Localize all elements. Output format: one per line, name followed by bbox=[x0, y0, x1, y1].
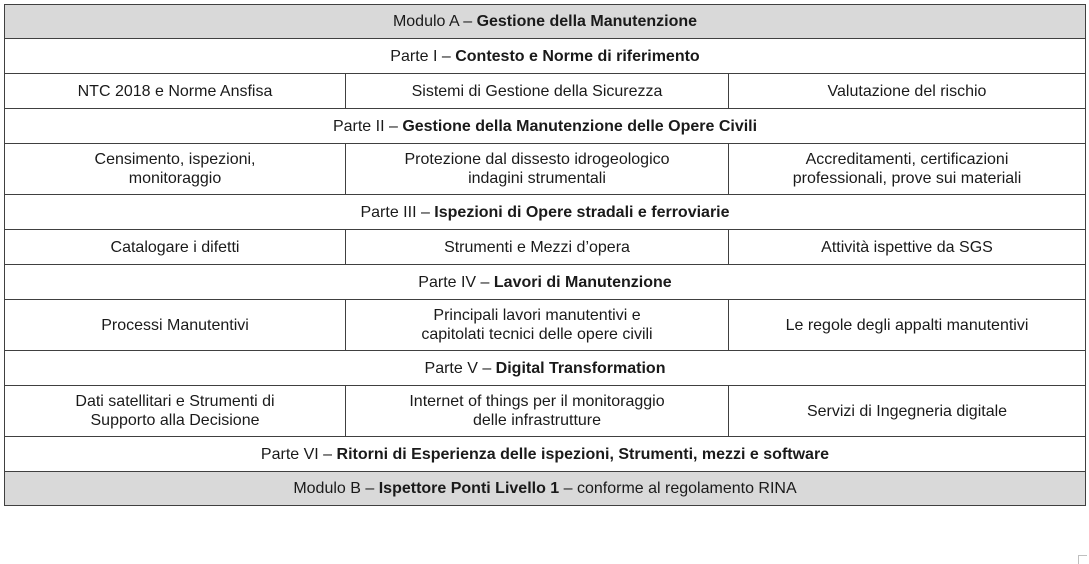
part-5-row bbox=[5, 351, 1086, 386]
topic-cell bbox=[346, 144, 729, 195]
topic-line: Servizi di Ingegneria digitale bbox=[806, 402, 1008, 420]
part-1-row bbox=[5, 39, 1086, 74]
topic-cell: Attività ispettive da SGS bbox=[729, 230, 1086, 265]
part-4-name: Lavori di Manutenzione bbox=[493, 273, 672, 291]
topic-line: Supporto alla Decisione bbox=[90, 412, 260, 429]
topic-line: capitolati tecnici delle opere civili bbox=[421, 326, 653, 343]
part-2-name: Gestione della Manutenzione delle Opere Civili bbox=[402, 117, 758, 135]
topic-cell: Strumenti e Mezzi d’opera bbox=[346, 230, 729, 265]
part-4-row bbox=[5, 265, 1086, 300]
part-2-row bbox=[5, 109, 1086, 144]
part-4-topics bbox=[5, 300, 1086, 351]
part-3-name: Ispezioni di Opere stradali e ferroviarie bbox=[434, 203, 730, 221]
topic-line: professionali, prove sui materiali bbox=[792, 170, 1022, 187]
topic-line: Principali lavori manutentivi e bbox=[433, 307, 641, 324]
topic-cell: Valutazione del rischio bbox=[729, 74, 1086, 109]
module-b-row bbox=[5, 472, 1086, 506]
part-5-title bbox=[5, 351, 1086, 386]
part-5-name: Digital Transformation bbox=[495, 359, 666, 377]
topic-line: Censimento, ispezioni, bbox=[94, 151, 256, 168]
part-1-title bbox=[5, 39, 1086, 74]
module-a-title bbox=[5, 5, 1086, 39]
topic-cell: Catalogare i difetti bbox=[5, 230, 346, 265]
topic-cell bbox=[5, 144, 346, 195]
topic-line: monitoraggio bbox=[128, 170, 222, 187]
part-6-prefix: Parte VI – bbox=[260, 445, 337, 463]
topic-cell bbox=[346, 386, 729, 437]
topic-cell bbox=[5, 386, 346, 437]
module-a-prefix: Modulo A – bbox=[392, 13, 477, 30]
topic-line: Protezione dal dissesto idrogeologico bbox=[404, 151, 670, 168]
module-a-name: Gestione della Manutenzione bbox=[476, 13, 698, 30]
part-3-topics bbox=[5, 230, 1086, 265]
module-b-prefix: Modulo B – bbox=[293, 480, 379, 497]
topic-line: delle infrastrutture bbox=[472, 412, 602, 429]
part-1-name: Contesto e Norme di riferimento bbox=[455, 47, 700, 65]
topic-line: indagini strumentali bbox=[468, 170, 606, 187]
topic-cell bbox=[5, 300, 346, 351]
topic-cell bbox=[729, 386, 1086, 437]
topic-line: Le regole degli appalti manutentivi bbox=[785, 316, 1029, 334]
part-2-topics bbox=[5, 144, 1086, 195]
page-corner-mark bbox=[1078, 555, 1087, 564]
part-3-title bbox=[5, 195, 1086, 230]
part-4-title bbox=[5, 265, 1086, 300]
part-6-row bbox=[5, 437, 1086, 472]
topic-cell bbox=[729, 144, 1086, 195]
part-6-title bbox=[5, 437, 1086, 472]
topic-line: Dati satellitari e Strumenti di bbox=[75, 393, 275, 410]
part-5-topics bbox=[5, 386, 1086, 437]
module-a-row bbox=[5, 5, 1086, 39]
curriculum-table bbox=[4, 4, 1086, 506]
part-4-prefix: Parte IV – bbox=[418, 273, 494, 291]
part-2-title bbox=[5, 109, 1086, 144]
topic-cell: Sistemi di Gestione della Sicurezza bbox=[346, 74, 729, 109]
module-b-suffix: – conforme al regolamento RINA bbox=[559, 480, 797, 497]
part-1-topics bbox=[5, 74, 1086, 109]
part-3-row bbox=[5, 195, 1086, 230]
topic-cell bbox=[729, 300, 1086, 351]
part-1-prefix: Parte I – bbox=[390, 47, 456, 65]
module-b-title bbox=[5, 472, 1086, 506]
topic-cell: NTC 2018 e Norme Ansfisa bbox=[5, 74, 346, 109]
part-2-prefix: Parte II – bbox=[332, 117, 403, 135]
module-b-name: Ispettore Ponti Livello 1 bbox=[378, 480, 560, 497]
topic-line: Processi Manutentivi bbox=[101, 316, 249, 334]
part-3-prefix: Parte III – bbox=[360, 203, 435, 221]
topic-line: Accreditamenti, certificazioni bbox=[805, 151, 1009, 168]
part-6-name: Ritorni di Esperienza delle ispezioni, Strumenti, mezzi e software bbox=[336, 445, 830, 463]
topic-line: Internet of things per il monitoraggio bbox=[409, 393, 665, 410]
topic-cell bbox=[346, 300, 729, 351]
part-5-prefix: Parte V – bbox=[424, 359, 496, 377]
